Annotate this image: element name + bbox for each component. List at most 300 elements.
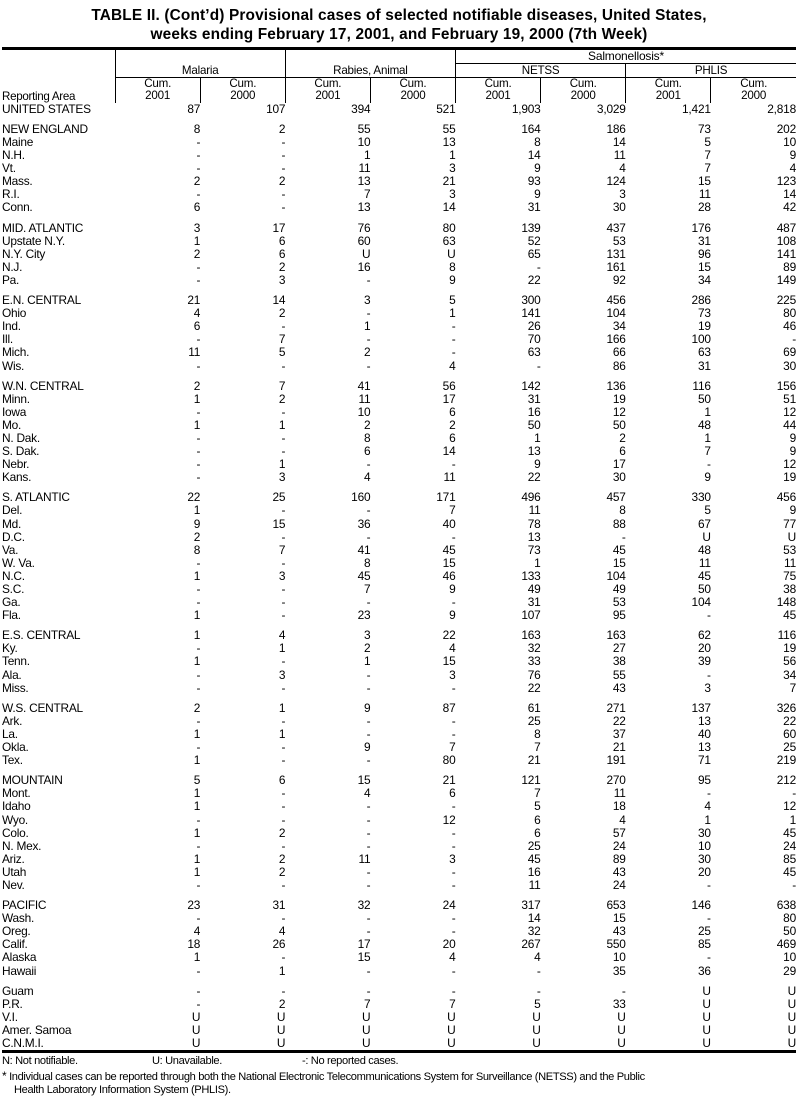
- row-area-label: MID. ATLANTIC: [2, 222, 115, 235]
- row-value-cell: 14: [711, 188, 796, 201]
- row-value-cell: -: [285, 333, 370, 346]
- row-value-cell: 136: [541, 380, 626, 393]
- row-value-cell: 18: [541, 800, 626, 813]
- section-spacer: [2, 892, 796, 899]
- row-value-cell: 100: [626, 333, 711, 346]
- row-value-cell: 56: [370, 380, 455, 393]
- row-value-cell: 11: [456, 504, 541, 517]
- row-value-cell: 1: [115, 655, 200, 668]
- row-value-cell: 15: [285, 774, 370, 787]
- row-value-cell: -: [200, 432, 285, 445]
- row-value-cell: 270: [541, 774, 626, 787]
- title-line-1: TABLE II. (Cont’d) Provisional cases of selected notifiable diseases, United States,: [6, 6, 792, 25]
- row-area-label: N.H.: [2, 149, 115, 162]
- table-row: [2, 346, 796, 359]
- row-value-cell: 4: [370, 360, 455, 373]
- header-col-netss-2001: [456, 78, 541, 103]
- row-value-cell: 15: [370, 557, 455, 570]
- row-value-cell: 1: [285, 655, 370, 668]
- row-value-cell: -: [285, 985, 370, 998]
- row-value-cell: -: [285, 307, 370, 320]
- row-value-cell: -: [200, 682, 285, 695]
- table-row: [2, 360, 796, 373]
- row-value-cell: U: [626, 998, 711, 1011]
- row-value-cell: 69: [711, 346, 796, 359]
- row-area-label: Ark.: [2, 715, 115, 728]
- row-value-cell: U: [115, 1011, 200, 1024]
- row-area-label: Guam: [2, 985, 115, 998]
- row-value-cell: U: [370, 1037, 455, 1052]
- row-value-cell: 19: [626, 320, 711, 333]
- table-row: [2, 998, 796, 1011]
- row-area-label: Mass.: [2, 175, 115, 188]
- row-value-cell: 9: [711, 504, 796, 517]
- row-value-cell: 15: [285, 951, 370, 964]
- row-value-cell: 11: [541, 149, 626, 162]
- row-value-cell: -: [200, 715, 285, 728]
- row-value-cell: -: [285, 531, 370, 544]
- row-value-cell: 107: [200, 103, 285, 116]
- row-value-cell: 66: [541, 346, 626, 359]
- row-value-cell: 9: [711, 445, 796, 458]
- row-value-cell: -: [115, 912, 200, 925]
- row-value-cell: -: [456, 261, 541, 274]
- row-value-cell: 1: [370, 149, 455, 162]
- row-value-cell: 5: [200, 346, 285, 359]
- row-value-cell: 30: [541, 201, 626, 214]
- row-area-label: Conn.: [2, 201, 115, 214]
- row-value-cell: 10: [711, 136, 796, 149]
- row-value-cell: 15: [541, 912, 626, 925]
- section-spacer-cell: [2, 767, 796, 774]
- row-value-cell: 88: [541, 518, 626, 531]
- row-value-cell: 45: [711, 609, 796, 622]
- row-value-cell: U: [711, 985, 796, 998]
- row-value-cell: 9: [370, 583, 455, 596]
- row-value-cell: 73: [626, 307, 711, 320]
- header-row-subheads: [2, 78, 796, 103]
- row-value-cell: 11: [541, 787, 626, 800]
- row-value-cell: 31: [456, 596, 541, 609]
- row-value-cell: 65: [456, 248, 541, 261]
- row-value-cell: -: [285, 866, 370, 879]
- row-value-cell: 52: [456, 235, 541, 248]
- row-value-cell: 2: [115, 175, 200, 188]
- row-value-cell: U: [200, 1037, 285, 1052]
- row-value-cell: 121: [456, 774, 541, 787]
- page-title: [2, 4, 796, 47]
- row-value-cell: 39: [626, 655, 711, 668]
- row-value-cell: 3,029: [541, 103, 626, 116]
- row-value-cell: -: [200, 912, 285, 925]
- row-value-cell: 10: [626, 840, 711, 853]
- row-value-cell: 108: [711, 235, 796, 248]
- row-value-cell: 62: [626, 629, 711, 642]
- row-value-cell: 50: [626, 393, 711, 406]
- row-value-cell: 45: [456, 853, 541, 866]
- row-value-cell: 2: [200, 998, 285, 1011]
- row-value-cell: 17: [285, 938, 370, 951]
- row-value-cell: -: [370, 531, 455, 544]
- row-value-cell: 43: [541, 682, 626, 695]
- row-value-cell: -: [115, 333, 200, 346]
- row-value-cell: 10: [711, 951, 796, 964]
- row-area-label: V.I.: [2, 1011, 115, 1024]
- header-col-rabies-2000: [370, 78, 455, 103]
- header-group-salmonellosis: Salmonellosis*: [456, 49, 797, 64]
- row-value-cell: -: [115, 715, 200, 728]
- row-value-cell: -: [115, 998, 200, 1011]
- row-value-cell: 1: [115, 827, 200, 840]
- row-area-label: Ala.: [2, 669, 115, 682]
- row-value-cell: 33: [456, 655, 541, 668]
- row-value-cell: -: [370, 728, 455, 741]
- row-value-cell: -: [456, 360, 541, 373]
- row-value-cell: U: [711, 1024, 796, 1037]
- row-value-cell: 3: [370, 853, 455, 866]
- row-value-cell: -: [115, 583, 200, 596]
- row-value-cell: -: [626, 787, 711, 800]
- row-value-cell: 104: [541, 570, 626, 583]
- row-value-cell: -: [115, 669, 200, 682]
- row-value-cell: 1: [711, 814, 796, 827]
- row-value-cell: 3: [541, 188, 626, 201]
- table-row: [2, 741, 796, 754]
- row-value-cell: 1: [115, 393, 200, 406]
- row-value-cell: 85: [711, 853, 796, 866]
- table-row: [2, 393, 796, 406]
- row-value-cell: 7: [456, 741, 541, 754]
- row-value-cell: 28: [626, 201, 711, 214]
- row-value-cell: -: [200, 741, 285, 754]
- row-area-label: S. ATLANTIC: [2, 491, 115, 504]
- row-value-cell: -: [285, 912, 370, 925]
- row-value-cell: 107: [456, 609, 541, 622]
- row-value-cell: 6: [200, 235, 285, 248]
- row-value-cell: 87: [370, 702, 455, 715]
- row-value-cell: 317: [456, 899, 541, 912]
- row-value-cell: 11: [711, 557, 796, 570]
- row-value-cell: 55: [370, 123, 455, 136]
- row-value-cell: 45: [711, 866, 796, 879]
- row-value-cell: 73: [456, 544, 541, 557]
- row-value-cell: 1: [115, 866, 200, 879]
- row-value-cell: -: [115, 557, 200, 570]
- row-value-cell: 13: [456, 445, 541, 458]
- row-value-cell: 80: [370, 754, 455, 767]
- row-value-cell: 44: [711, 419, 796, 432]
- row-value-cell: -: [200, 162, 285, 175]
- header-group-malaria: Malaria: [115, 64, 285, 78]
- row-value-cell: 8: [370, 261, 455, 274]
- row-area-label: Tenn.: [2, 655, 115, 668]
- row-value-cell: 1: [115, 853, 200, 866]
- table-row: [2, 504, 796, 517]
- row-value-cell: -: [115, 274, 200, 287]
- row-value-cell: 146: [626, 899, 711, 912]
- row-value-cell: 9: [626, 471, 711, 484]
- row-value-cell: 469: [711, 938, 796, 951]
- row-value-cell: 12: [370, 814, 455, 827]
- row-area-label: Mo.: [2, 419, 115, 432]
- table-row: [2, 419, 796, 432]
- row-value-cell: -: [115, 261, 200, 274]
- row-value-cell: 1: [200, 728, 285, 741]
- row-value-cell: U: [626, 1037, 711, 1052]
- row-value-cell: 456: [541, 294, 626, 307]
- row-value-cell: U: [626, 1024, 711, 1037]
- row-value-cell: 1: [285, 149, 370, 162]
- row-value-cell: 9: [456, 458, 541, 471]
- row-value-cell: 1: [115, 609, 200, 622]
- row-value-cell: 12: [711, 800, 796, 813]
- row-value-cell: 202: [711, 123, 796, 136]
- row-value-cell: 49: [541, 583, 626, 596]
- row-value-cell: 57: [541, 827, 626, 840]
- table-row: [2, 320, 796, 333]
- row-value-cell: 550: [541, 938, 626, 951]
- table-row: [2, 702, 796, 715]
- table-row: [2, 136, 796, 149]
- row-value-cell: -: [370, 800, 455, 813]
- row-area-label: N.J.: [2, 261, 115, 274]
- row-area-label: W. Va.: [2, 557, 115, 570]
- row-value-cell: -: [711, 333, 796, 346]
- row-value-cell: -: [626, 669, 711, 682]
- row-area-label: R.I.: [2, 188, 115, 201]
- row-value-cell: 96: [626, 248, 711, 261]
- header-cum-label: Cum.: [116, 78, 200, 90]
- header-col-rabies-2001: [285, 78, 370, 103]
- row-value-cell: 3: [200, 669, 285, 682]
- row-value-cell: 1: [115, 787, 200, 800]
- row-value-cell: 25: [200, 491, 285, 504]
- header-cum-label: Cum.: [456, 78, 540, 90]
- table-row: [2, 866, 796, 879]
- row-value-cell: -: [370, 925, 455, 938]
- row-value-cell: -: [541, 985, 626, 998]
- row-value-cell: 4: [285, 471, 370, 484]
- section-spacer-cell: [2, 287, 796, 294]
- row-value-cell: 56: [711, 655, 796, 668]
- row-area-label: Kans.: [2, 471, 115, 484]
- row-value-cell: 48: [626, 544, 711, 557]
- row-value-cell: 21: [456, 754, 541, 767]
- row-value-cell: 78: [456, 518, 541, 531]
- row-value-cell: 6: [200, 248, 285, 261]
- row-area-label: Md.: [2, 518, 115, 531]
- row-value-cell: 35: [541, 965, 626, 978]
- row-value-cell: 141: [711, 248, 796, 261]
- row-value-cell: 5: [626, 504, 711, 517]
- row-value-cell: 71: [626, 754, 711, 767]
- row-value-cell: 80: [711, 307, 796, 320]
- row-value-cell: 2: [200, 866, 285, 879]
- row-value-cell: 49: [456, 583, 541, 596]
- row-value-cell: 43: [541, 925, 626, 938]
- row-value-cell: 7: [711, 682, 796, 695]
- row-value-cell: U: [711, 998, 796, 1011]
- row-value-cell: 161: [541, 261, 626, 274]
- row-value-cell: 15: [541, 557, 626, 570]
- row-value-cell: 1: [115, 419, 200, 432]
- row-value-cell: 76: [456, 669, 541, 682]
- row-value-cell: -: [115, 840, 200, 853]
- table-row: [2, 1024, 796, 1037]
- header-group-phlis: PHLIS: [626, 64, 796, 78]
- header-cum-label: Cum.: [626, 78, 710, 90]
- row-value-cell: 5: [370, 294, 455, 307]
- row-value-cell: U: [285, 1037, 370, 1052]
- row-value-cell: 13: [626, 715, 711, 728]
- row-value-cell: 5: [456, 998, 541, 1011]
- row-value-cell: U: [200, 1024, 285, 1037]
- row-value-cell: 45: [541, 544, 626, 557]
- row-value-cell: 212: [711, 774, 796, 787]
- table-row: [2, 307, 796, 320]
- table-row: [2, 965, 796, 978]
- row-value-cell: 638: [711, 899, 796, 912]
- row-value-cell: 2: [370, 419, 455, 432]
- row-value-cell: -: [370, 840, 455, 853]
- row-value-cell: 13: [370, 136, 455, 149]
- row-value-cell: 1: [115, 504, 200, 517]
- row-value-cell: 75: [711, 570, 796, 583]
- row-area-label: N. Mex.: [2, 840, 115, 853]
- row-value-cell: 330: [626, 491, 711, 504]
- row-value-cell: 2: [200, 393, 285, 406]
- row-value-cell: 271: [541, 702, 626, 715]
- row-value-cell: -: [115, 445, 200, 458]
- row-value-cell: 9: [115, 518, 200, 531]
- row-value-cell: 53: [541, 235, 626, 248]
- table-row: [2, 235, 796, 248]
- row-value-cell: -: [370, 333, 455, 346]
- row-value-cell: 11: [285, 162, 370, 175]
- section-spacer: [2, 622, 796, 629]
- row-value-cell: 45: [285, 570, 370, 583]
- table-row: [2, 774, 796, 787]
- table-row: [2, 261, 796, 274]
- row-value-cell: -: [200, 583, 285, 596]
- row-value-cell: 164: [456, 123, 541, 136]
- row-value-cell: -: [200, 149, 285, 162]
- row-value-cell: 2: [115, 380, 200, 393]
- row-value-cell: 1: [456, 557, 541, 570]
- row-value-cell: 89: [711, 261, 796, 274]
- row-value-cell: 51: [711, 393, 796, 406]
- row-value-cell: -: [370, 458, 455, 471]
- section-spacer: [2, 373, 796, 380]
- row-value-cell: 67: [626, 518, 711, 531]
- row-value-cell: 23: [115, 899, 200, 912]
- row-value-cell: -: [456, 985, 541, 998]
- row-value-cell: -: [626, 912, 711, 925]
- row-area-label: Ky.: [2, 642, 115, 655]
- row-value-cell: 24: [711, 840, 796, 853]
- table-row: [2, 406, 796, 419]
- row-area-label: Wash.: [2, 912, 115, 925]
- row-value-cell: -: [115, 471, 200, 484]
- header-blank-rabies: [285, 49, 455, 64]
- row-value-cell: 4: [370, 951, 455, 964]
- header-col-malaria-2000: [200, 78, 285, 103]
- row-value-cell: 12: [541, 406, 626, 419]
- footnote-salmonellosis: [2, 1070, 796, 1097]
- row-value-cell: 521: [370, 103, 455, 116]
- header-reporting-area: Reporting Area: [2, 78, 115, 103]
- row-area-label: Utah: [2, 866, 115, 879]
- row-value-cell: 4: [541, 162, 626, 175]
- row-value-cell: 22: [541, 715, 626, 728]
- row-value-cell: -: [115, 406, 200, 419]
- row-value-cell: 7: [626, 149, 711, 162]
- table-row: [2, 879, 796, 892]
- row-value-cell: 7: [370, 741, 455, 754]
- row-value-cell: 32: [456, 642, 541, 655]
- row-value-cell: 9: [711, 149, 796, 162]
- table-row: [2, 655, 796, 668]
- table-row: [2, 432, 796, 445]
- header-group-rabies-animal: Rabies, Animal: [285, 64, 455, 78]
- row-value-cell: 85: [626, 938, 711, 951]
- row-value-cell: 20: [626, 642, 711, 655]
- row-value-cell: -: [285, 360, 370, 373]
- section-spacer: [2, 695, 796, 702]
- row-value-cell: 86: [541, 360, 626, 373]
- footnote-text-line-1: Individual cases can be reported through both the National Electronic Telecommunications System for Surveillance (NETSS) and the Public: [9, 1071, 645, 1083]
- row-value-cell: 7: [626, 162, 711, 175]
- row-value-cell: 104: [541, 307, 626, 320]
- row-value-cell: 15: [370, 655, 455, 668]
- row-value-cell: 32: [456, 925, 541, 938]
- row-value-cell: 2: [115, 531, 200, 544]
- row-value-cell: 3: [115, 222, 200, 235]
- table-row: [2, 800, 796, 813]
- row-value-cell: 63: [370, 235, 455, 248]
- row-area-label: Okla.: [2, 741, 115, 754]
- row-value-cell: 11: [115, 346, 200, 359]
- row-area-label: UNITED STATES: [2, 103, 115, 116]
- row-value-cell: 22: [456, 471, 541, 484]
- row-value-cell: 76: [285, 222, 370, 235]
- table-row: [2, 471, 796, 484]
- table-row: [2, 925, 796, 938]
- header-col-malaria-2001: [115, 78, 200, 103]
- row-value-cell: 3: [285, 629, 370, 642]
- row-value-cell: 80: [711, 912, 796, 925]
- row-value-cell: 73: [626, 123, 711, 136]
- row-value-cell: 46: [370, 570, 455, 583]
- row-value-cell: 2: [200, 853, 285, 866]
- row-value-cell: 9: [285, 741, 370, 754]
- header-cum-label: Cum.: [286, 78, 370, 90]
- section-spacer-cell: [2, 215, 796, 222]
- row-value-cell: 11: [370, 471, 455, 484]
- row-value-cell: 3: [370, 162, 455, 175]
- row-area-label: Mich.: [2, 346, 115, 359]
- row-value-cell: 1: [115, 800, 200, 813]
- row-value-cell: 2: [541, 432, 626, 445]
- row-value-cell: -: [285, 458, 370, 471]
- row-value-cell: -: [285, 504, 370, 517]
- row-value-cell: -: [200, 840, 285, 853]
- row-value-cell: 24: [541, 879, 626, 892]
- table-row: [2, 103, 796, 116]
- row-value-cell: 8: [541, 504, 626, 517]
- row-value-cell: 22: [456, 274, 541, 287]
- row-value-cell: 139: [456, 222, 541, 235]
